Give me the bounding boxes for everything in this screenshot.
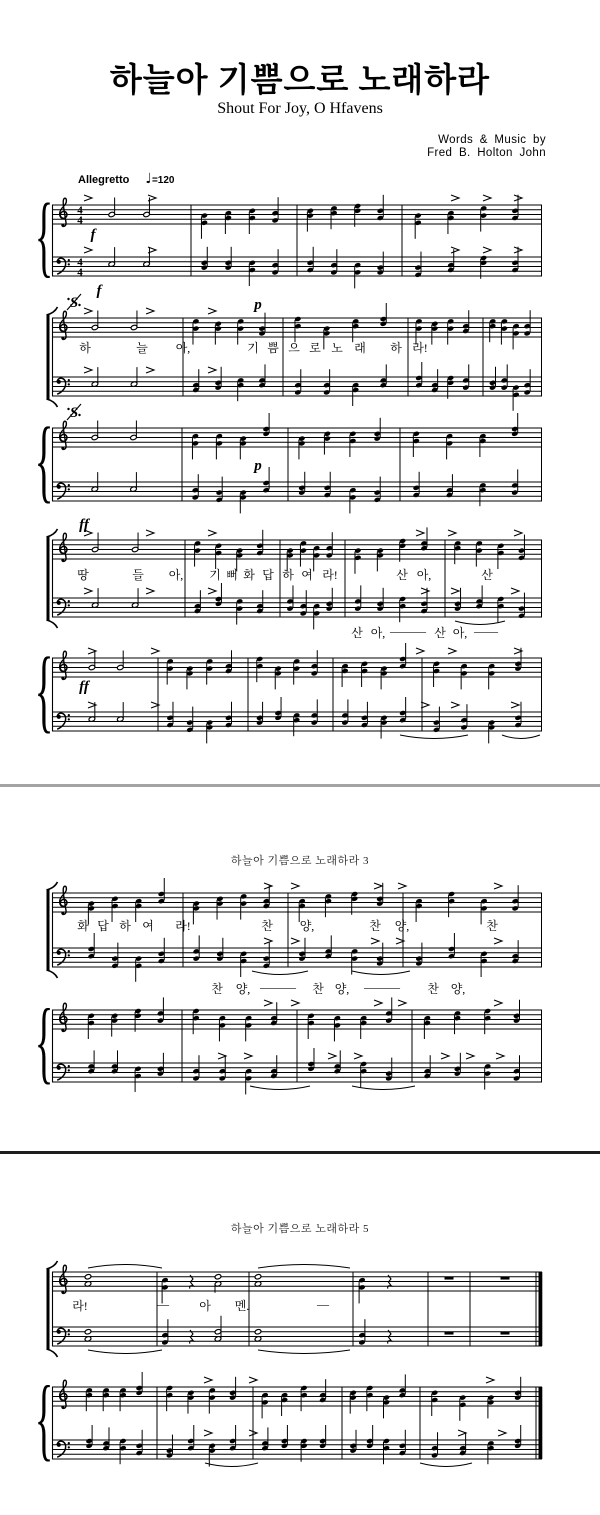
svg-text:4: 4: [77, 256, 83, 269]
system-choir-3: [47, 878, 543, 982]
svg-text:4: 4: [77, 266, 83, 279]
lyric-syllable: 양,: [394, 919, 410, 933]
svg-text:{: {: [34, 991, 54, 1093]
system-piano-intro: [35, 187, 542, 289]
lyric-syllable: 아,: [416, 568, 432, 582]
lyric-syllable: 화: [243, 568, 255, 582]
lyric-syllable: 기: [209, 568, 221, 582]
segno-icon: [67, 404, 81, 421]
lyric-syllable: 라!: [175, 919, 191, 933]
lyric-syllable: 하: [390, 341, 402, 355]
dynamic-marking-f: f: [90, 227, 96, 243]
tempo-value: =120: [151, 175, 175, 186]
lyric-syllable: 여: [301, 568, 313, 582]
lyric-syllable: —: [157, 1297, 169, 1311]
lyric-syllable: ———: [260, 980, 296, 994]
lyric-syllable: 라!: [322, 568, 338, 582]
lyric-syllable: 들: [132, 568, 144, 582]
lyric-syllable: 아,: [370, 626, 386, 640]
treble-clef-icon: [60, 1265, 67, 1294]
dynamic-marking-ff: ff: [79, 679, 89, 695]
lyric-syllable: 아,: [175, 341, 191, 355]
lyric-syllable: 산: [396, 568, 408, 582]
grand-staff-brace: [35, 1368, 54, 1470]
lyric-syllable: 하: [119, 919, 131, 933]
lyric-syllable: 라!: [72, 1299, 88, 1313]
lyric-syllable: ———: [364, 980, 400, 994]
svg-text:S: S: [69, 295, 79, 311]
lyric-syllable: 양,: [450, 982, 466, 996]
credit-line-2: Fred B. Holton John: [427, 147, 546, 159]
lyric-syllable: 아,: [168, 568, 184, 582]
lyric-syllable: 늘: [136, 341, 148, 355]
lyric-syllable: 양,: [235, 982, 251, 996]
lyric-syllable: 뻐: [226, 568, 238, 582]
lyric-syllable: ———: [390, 624, 426, 638]
grand-staff-brace: [35, 187, 53, 287]
lyric-syllable: 하: [79, 341, 91, 355]
page-divider-1: [0, 784, 600, 787]
tempo-label: Allegretto: [78, 174, 130, 186]
treble-clef-icon: [60, 1003, 67, 1032]
svg-text:{: {: [34, 407, 54, 512]
svg-text:{: {: [34, 186, 54, 287]
lyric-syllable: 찬: [369, 919, 381, 933]
page3-running-header: 하늘아 기쁨으로 노래하라 3: [230, 855, 370, 867]
lyric-syllable: 쁨: [267, 341, 279, 355]
lyric-syllable: —: [317, 1297, 329, 1311]
lyric-syllable: 노: [331, 341, 343, 355]
lyric-syllable: 라!: [412, 341, 428, 355]
lyric-syllable: 화: [77, 919, 89, 933]
lyric-syllable: 산: [351, 626, 363, 640]
page5-running-header: 하늘아 기쁨으로 노래하라 5: [230, 1223, 370, 1235]
grand-staff-brace: [35, 637, 54, 741]
dynamic-marking-ff: ff: [79, 517, 89, 533]
quarter-note-icon: ♩: [145, 171, 152, 187]
system-choir-2: [47, 527, 543, 629]
svg-text:4: 4: [77, 214, 83, 227]
grand-staff-brace: [35, 407, 54, 511]
dynamic-marking-f: f: [96, 283, 102, 299]
lyric-syllable: 찬: [486, 919, 498, 933]
lyric-syllable: 멘.: [234, 1299, 250, 1313]
song-title: 하늘아 기쁨으로 노래하라: [109, 63, 491, 99]
svg-text:{: {: [34, 1368, 54, 1470]
system-choir-1: [47, 294, 543, 411]
system-piano-5: [35, 1368, 543, 1470]
svg-text:4: 4: [77, 204, 83, 217]
treble-clef-icon: [60, 533, 67, 562]
lyric-syllable: 찬: [261, 919, 273, 933]
lyric-syllable: ——: [474, 624, 498, 638]
lyric-syllable: 양,: [334, 982, 350, 996]
song-subtitle: Shout For Joy, O Hfavens: [217, 100, 383, 117]
svg-text:S: S: [69, 405, 79, 421]
svg-text:{: {: [34, 637, 54, 742]
lyric-syllable: 땅: [77, 568, 89, 582]
treble-clef-icon: [60, 198, 67, 227]
grand-staff-brace: [35, 991, 54, 1093]
lyric-syllable: 아,: [452, 626, 468, 640]
lyric-syllable: 로: [309, 341, 321, 355]
dynamic-marking-p: p: [254, 297, 262, 313]
lyric-syllable: 아: [199, 1299, 211, 1313]
treble-clef-icon: [60, 886, 67, 915]
segno-icon: [67, 294, 81, 311]
lyric-syllable: 기: [247, 341, 259, 355]
lyric-syllable: 하: [282, 568, 294, 582]
treble-clef-icon: [60, 311, 67, 340]
lyric-syllable: 찬: [427, 982, 439, 996]
system-piano-4: [35, 991, 542, 1094]
dynamic-marking-p: p: [254, 458, 262, 474]
lyric-syllable: 답: [97, 919, 109, 933]
lyric-syllable: 찬: [312, 982, 324, 996]
page-divider-2: [0, 1151, 600, 1154]
lyric-syllable: 답: [262, 568, 274, 582]
treble-clef-icon: [60, 421, 67, 450]
lyric-syllable: 래: [354, 341, 366, 355]
lyric-syllable: 여: [142, 919, 154, 933]
system-piano-2: [35, 404, 542, 513]
system-choir-4: [47, 1261, 543, 1357]
lyric-syllable: 산: [434, 626, 446, 640]
treble-clef-icon: [60, 1380, 67, 1409]
credit-line-1: Words & Music by: [438, 134, 546, 146]
treble-clef-icon: [60, 651, 67, 680]
system-piano-3: [35, 637, 542, 743]
lyric-syllable: 양,: [299, 919, 315, 933]
lyric-syllable: 산: [481, 568, 493, 582]
lyric-syllable: 찬: [211, 982, 223, 996]
lyric-syllable: 으: [288, 341, 300, 355]
